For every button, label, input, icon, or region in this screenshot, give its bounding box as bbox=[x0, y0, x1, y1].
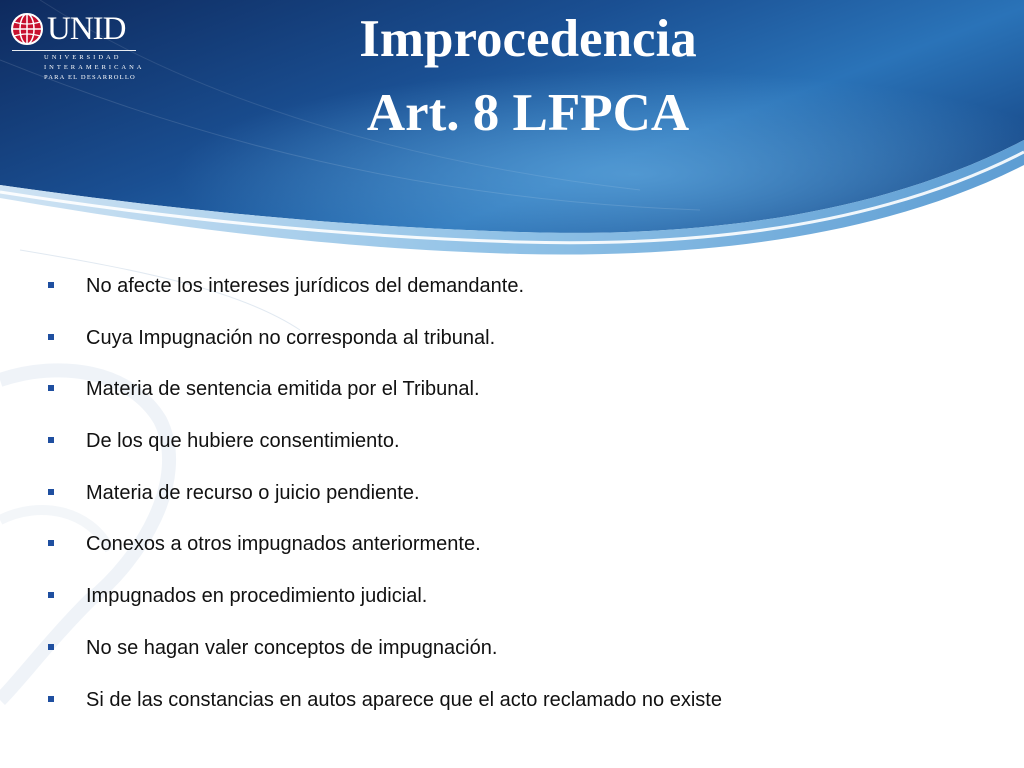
bullet-item bbox=[46, 425, 986, 477]
bullet-item bbox=[46, 322, 986, 374]
bullet-marker-icon bbox=[48, 489, 54, 495]
bullet-text: Si de las constancias en autos aparece que el acto reclamado no existe bbox=[86, 688, 722, 711]
bullet-marker-icon bbox=[48, 282, 54, 288]
bullet-item bbox=[46, 580, 986, 632]
bullet-text: No afecte los intereses jurídicos del demandante. bbox=[86, 275, 525, 297]
bullet-text: Materia de sentencia emitida por el Tribunal. bbox=[86, 378, 480, 401]
bullet-item bbox=[46, 270, 986, 322]
logo-subtitle-line2: INTERAMERICANA bbox=[44, 64, 145, 71]
unid-logo bbox=[10, 10, 145, 81]
title-line-2: Art. 8 LFPCA bbox=[366, 84, 690, 142]
logo-divider bbox=[12, 50, 136, 51]
bullet-text: De los que hubiere consentimiento. bbox=[86, 430, 400, 453]
bullet-text: Cuya Impugnación no corresponda al tribunal. bbox=[86, 326, 496, 349]
logo-subtitle-line3: PARA EL DESARROLLO bbox=[44, 74, 136, 81]
bullet-marker-icon bbox=[48, 334, 54, 340]
globe-icon bbox=[10, 12, 44, 46]
bullet-item bbox=[46, 632, 986, 684]
bullet-text: No se hagan valer conceptos de impugnación. bbox=[86, 636, 498, 659]
bullet-item bbox=[46, 373, 986, 425]
logo-wordmark: UNID bbox=[47, 11, 126, 47]
logo-subtitle-line1: UNIVERSIDAD bbox=[44, 54, 122, 61]
bullet-item bbox=[46, 477, 986, 529]
bullet-item bbox=[46, 528, 986, 580]
bullet-list bbox=[46, 270, 986, 735]
bullet-marker-icon bbox=[48, 540, 54, 546]
slide-title bbox=[200, 2, 856, 150]
title-line-1: Improcedencia bbox=[359, 10, 697, 68]
bullet-marker-icon bbox=[48, 644, 54, 650]
bullet-text: Impugnados en procedimiento judicial. bbox=[86, 585, 428, 608]
bullet-marker-icon bbox=[48, 592, 54, 598]
bullet-marker-icon bbox=[48, 696, 54, 702]
bullet-marker-icon bbox=[48, 385, 54, 391]
bullet-text: Conexos a otros impugnados anteriormente. bbox=[86, 533, 481, 556]
bullet-marker-icon bbox=[48, 437, 54, 443]
bullet-text: Materia de recurso o juicio pendiente. bbox=[86, 481, 420, 504]
bullet-item bbox=[46, 684, 986, 736]
